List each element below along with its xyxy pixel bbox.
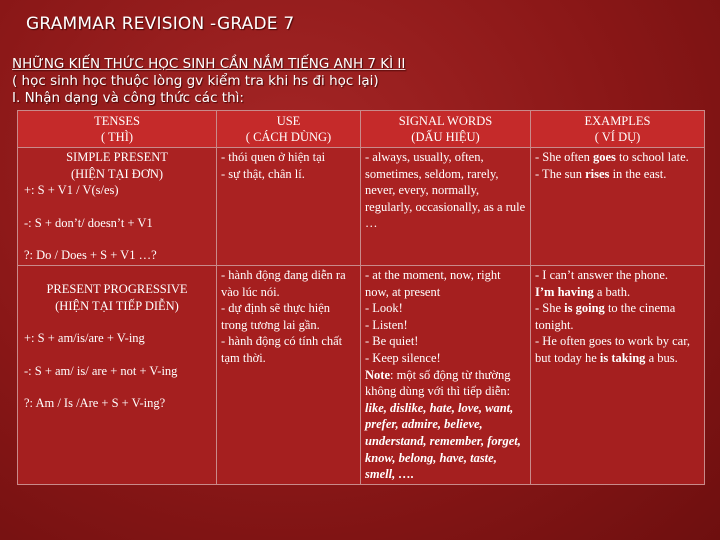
section-heading: I. Nhận dạng và công thức các thì: xyxy=(12,90,244,106)
cell-use-present-progressive: - hành động đang diễn ra vào lúc nói. - dự định sẽ thực hiện trong tương lai gần. - hành động có tính chất tạm thời. xyxy=(217,265,361,484)
header-signal-words: SIGNAL WORDS (DẤU HIỆU) xyxy=(361,111,531,148)
header-use: USE ( CÁCH DÙNG) xyxy=(217,111,361,148)
formula-positive: +: S + am/is/are + V-ing xyxy=(24,331,145,346)
stative-verbs: like, dislike, hate, love, want, prefer, admire, believe, understand, remember, forget, know, belong, have, taste, smell, …. xyxy=(365,400,521,482)
intro-heading: NHỮNG KIẾN THỨC HỌC SINH CẦN NẮM TIẾNG ANH 7 KÌ II xyxy=(12,56,406,72)
header-tenses: TENSES ( THÌ) xyxy=(18,111,217,148)
tenses-table xyxy=(17,110,705,485)
cell-signal-simple-present: - always, usually, often, sometimes, seldom, rarely, never, every, normally, regularly, occasionally, as a rule … xyxy=(361,148,531,266)
tense-name-en: SIMPLE PRESENT xyxy=(66,150,168,164)
slide-title: GRAMMAR REVISION -GRADE 7 xyxy=(26,14,295,34)
tense-name-en: PRESENT PROGRESSIVE xyxy=(46,281,188,296)
tense-name-vi: (HIỆN TẠI ĐƠN) xyxy=(70,166,164,181)
formula-question: ?: Am / Is /Are + S + V-ing? xyxy=(24,396,166,411)
cell-tense-present-progressive xyxy=(18,265,217,484)
cell-signal-present-progressive: - at the moment, now, right now, at present - Look! - Listen! - Be quiet! - Keep silence! Note: một số động từ thường không dùng với thì tiếp diễn: like, dislike, hate, love, want, prefer, admire, believe, understand, remember, forget, know, belong, have, taste, smell, …. xyxy=(361,265,531,484)
formula-negative: -: S + don’t/ doesn’t + V1 xyxy=(24,215,153,230)
table-row-simple-present xyxy=(18,148,705,266)
cell-use-simple-present: - thói quen ở hiện tại - sự thật, chân lí. xyxy=(217,148,361,266)
intro-instruction: ( học sinh học thuộc lòng gv kiểm tra khi hs đi học lại) xyxy=(12,73,379,89)
tense-name-vi: (HIỆN TẠI TIẾP DIỄN) xyxy=(55,298,179,313)
table-header-row xyxy=(18,111,705,148)
formula-positive: +: S + V1 / V(s/es) xyxy=(24,183,119,198)
cell-tense-simple-present xyxy=(18,148,217,266)
intro-block xyxy=(12,56,405,107)
cell-examples-present-progressive: - I can’t answer the phone. I’m having a bath. - She is going to the cinema tonight. - He often goes to work by car, but today he is taking a bus. xyxy=(531,265,705,484)
note-label: Note xyxy=(365,367,390,382)
formula-question: ?: Do / Does + S + V1 …? xyxy=(24,248,157,263)
cell-examples-simple-present: - She often goes to school late. - The sun rises in the east. xyxy=(531,148,705,266)
header-examples: EXAMPLES ( VÍ DỤ) xyxy=(531,111,705,148)
formula-negative: -: S + am/ is/ are + not + V-ing xyxy=(24,363,178,378)
table-row-present-progressive xyxy=(18,265,705,484)
